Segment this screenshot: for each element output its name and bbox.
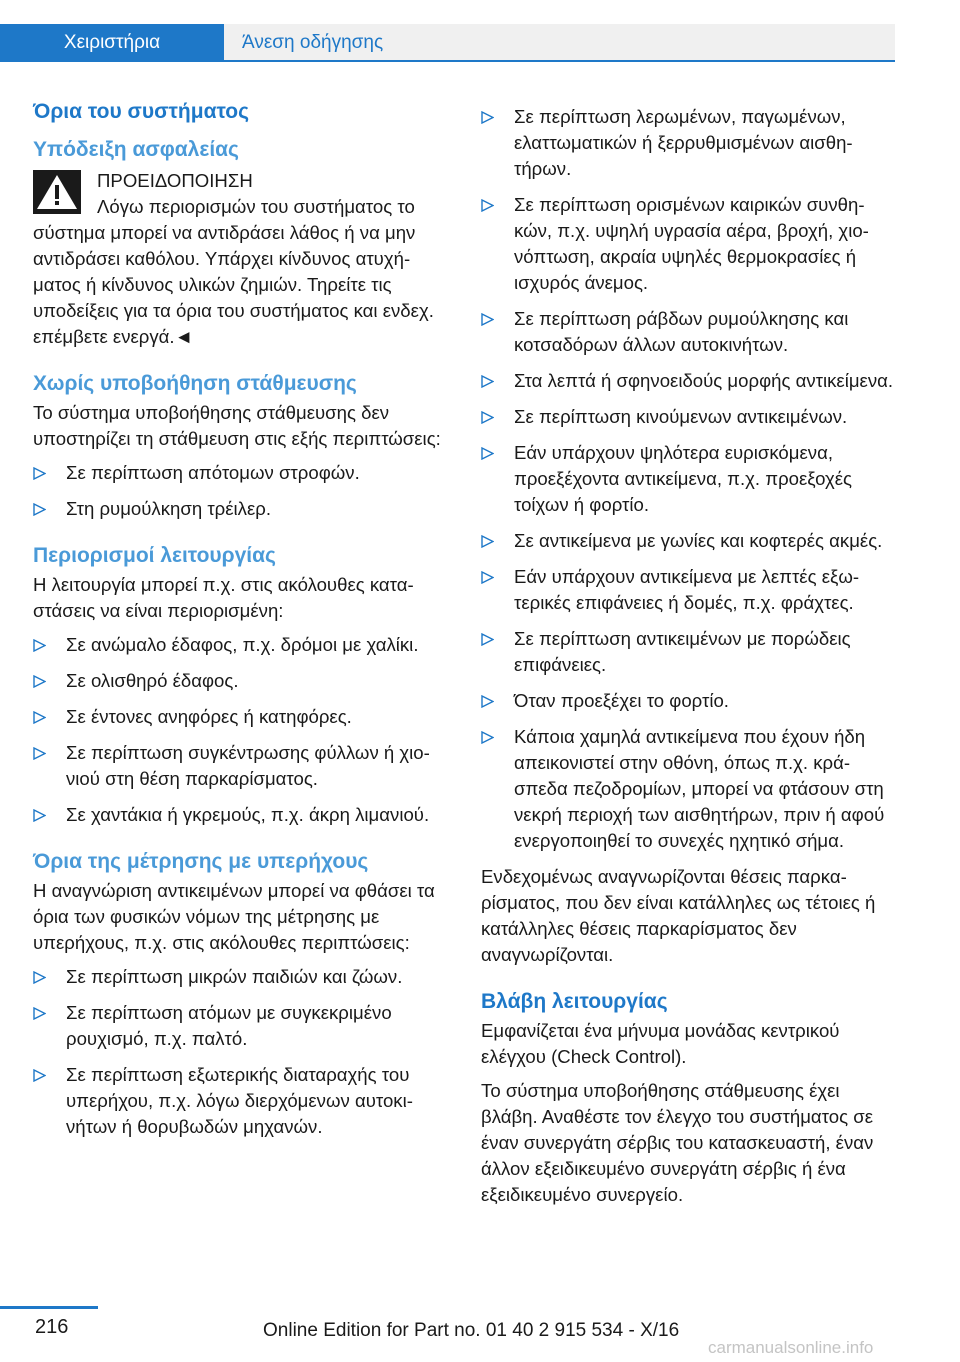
- watermark: carmanualsonline.info: [708, 1338, 874, 1357]
- triangle-bullet-icon: [33, 503, 46, 516]
- list-item: [33, 1062, 448, 1140]
- left-column: [33, 98, 448, 1150]
- triangle-bullet-icon: [33, 711, 46, 724]
- tab-controls[interactable]: Χειριστήρια: [0, 24, 224, 62]
- triangle-bullet-icon: [33, 467, 46, 480]
- fault-heading: Βλάβη λειτουργίας: [481, 990, 668, 1013]
- list-item: [481, 104, 896, 182]
- list-item: [33, 496, 448, 522]
- triangle-bullet-icon: [33, 1007, 46, 1020]
- ultrasound-text: Η αναγνώριση αντικειμένων μπορεί να φθάσει τα όρια των φυσικών νόμων της μέτρησης με υπερήχους, π.χ. στις ακόλουθες περιπτώσεις:: [33, 880, 435, 953]
- warning-triangle-icon: [33, 170, 81, 214]
- triangle-bullet-icon: [481, 695, 494, 708]
- triangle-bullet-icon: [33, 747, 46, 760]
- right-column: [481, 98, 896, 1216]
- limits-text: Η λειτουργία μπορεί π.χ. στις ακόλουθες καταστάσεις να είναι περιορισμένη:: [33, 574, 414, 621]
- header-rule: [0, 60, 895, 62]
- list-item: [481, 440, 896, 518]
- list-item-text: Όταν προεξέχει το φορτίο.: [514, 690, 729, 711]
- warning-text: Λόγω περιορισμών του συστήματος το σύστημα μπορεί να αντιδράσει λάθος ή να μην αντιδράσει καθόλου. Υπάρχει κίνδυνος ατυχήματος ή κίνδυνος υλικών ζημιών. Τηρείτε τις υποδείξεις για τα όρια του συστήματος και ενδεχ. επέμβετε ενεργά.◄: [33, 196, 434, 347]
- list-item: [33, 704, 448, 730]
- list-item: [33, 668, 448, 694]
- list-item-text: Σε περίπτωση μικρών παιδιών και ζώων.: [66, 966, 403, 987]
- no-assist-text: Το σύστημα υποβοήθησης στάθμευσης δεν υποστηρίζει τη στάθμευση στις εξής περιπτώσεις:: [33, 402, 441, 449]
- list-item: [481, 564, 896, 616]
- list-item-text: Σε ανώμαλο έδαφος, π.χ. δρόμοι με χαλίκι.: [66, 634, 419, 655]
- limits-list: [33, 632, 448, 828]
- footer-rule: [0, 1306, 98, 1309]
- list-item-text: Σε ολισθηρό έδαφος.: [66, 670, 239, 691]
- warning-box: [33, 168, 448, 350]
- tab-driving-comfort[interactable]: Άνεση οδήγησης: [224, 24, 895, 62]
- parking-spaces-text: Ενδεχομένως αναγνωρίζονται θέσεις παρκαρίσματος, που δεν είναι κατάλληλες ως τέτοιες ή κατάλληλες θέσεις παρκαρίσματος δεν αναγνωρίζονται.: [481, 866, 876, 965]
- list-item-text: Σε περίπτωση κινούμενων αντικειμένων.: [514, 406, 848, 427]
- warning-title: ΠΡΟΕΙΔΟΠΟΙΗΣΗ: [97, 170, 253, 191]
- page-header: [0, 0, 960, 62]
- triangle-bullet-icon: [481, 571, 494, 584]
- list-item: [33, 802, 448, 828]
- section-title: Όρια του συστήματος: [33, 100, 250, 123]
- triangle-bullet-icon: [481, 111, 494, 124]
- list-item-text: Σε περίπτωση αντικειμένων με πορώδεις επιφάνειες.: [514, 628, 851, 675]
- fault-text-1: Εμφανίζεται ένα μήνυμα μονάδας κεντρικού ελέγχου (Check Control).: [481, 1020, 840, 1067]
- list-item-text: Σε περίπτωση συγκέντρωσης φύλλων ή χιονιού στη θέση παρκαρίσματος.: [66, 742, 430, 789]
- triangle-bullet-icon: [33, 809, 46, 822]
- list-item: [481, 192, 896, 296]
- list-item-text: Σε έντονες ανηφόρες ή κατηφόρες.: [66, 706, 352, 727]
- limits-heading: Περιορισμοί λειτουργίας: [33, 544, 276, 567]
- triangle-bullet-icon: [33, 639, 46, 652]
- list-item: [481, 626, 896, 678]
- page-number: 216: [35, 1316, 69, 1338]
- triangle-bullet-icon: [481, 375, 494, 388]
- list-item-text: Κάποια χαμηλά αντικείμενα που έχουν ήδη απεικονιστεί στην οθόνη, όπως π.χ. κράσπεδα πεζοδρομίων, μπορεί να φτάσουν στη νεκρή περιοχή των αισθητήρων, πριν ή αφού ενεργοποιηθεί το συνεχές ηχητικό σήμα.: [514, 726, 885, 851]
- triangle-bullet-icon: [33, 675, 46, 688]
- list-item-text: Εάν υπάρχουν ψηλότερα ευρισκόμενα, προεξέχοντα αντικείμενα, π.χ. προεξοχές τοίχων ή φορτίο.: [514, 442, 852, 515]
- edition-text: Online Edition for Part no. 01 40 2 915 534 - X/16: [263, 1320, 680, 1341]
- no-assist-heading: Χωρίς υποβοήθηση στάθμευσης: [33, 372, 357, 395]
- list-item: [481, 368, 896, 394]
- fault-text-2: Το σύστημα υποβοήθησης στάθμευσης έχει βλάβη. Αναθέστε τον έλεγχο του συστήματος σε έναν συνεργάτη σέρβις του κατασκευαστή, έναν άλλον εξειδικευμένο συνεργάτη σέρβις ή ένα εξειδικευμένο συνεργείο.: [481, 1080, 874, 1205]
- list-item: [481, 306, 896, 358]
- safety-heading: Υπόδειξη ασφαλείας: [33, 138, 239, 161]
- triangle-bullet-icon: [481, 447, 494, 460]
- list-item-text: Εάν υπάρχουν αντικείμενα με λεπτές εξωτερικές επιφάνειες ή δομές, π.χ. φράχτες.: [514, 566, 860, 613]
- ultrasound-heading: Όρια της μέτρησης με υπερήχους: [33, 850, 369, 873]
- triangle-bullet-icon: [481, 313, 494, 326]
- list-item-text: Σε περίπτωση ορισμένων καιρικών συνθηκών, π.χ. υψηλή υγρασία αέρα, βροχή, χιονόπτωση, ακραία υψηλές θερμοκρασίες ή ισχυρός άνεμος.: [514, 194, 869, 293]
- triangle-bullet-icon: [481, 633, 494, 646]
- list-item: [33, 1000, 448, 1052]
- triangle-bullet-icon: [481, 535, 494, 548]
- list-item-text: Σε χαντάκια ή γκρεμούς, π.χ. άκρη λιμανιού.: [66, 804, 430, 825]
- list-item: [33, 632, 448, 658]
- list-item-text: Στα λεπτά ή σφηνοειδούς μορφής αντικείμενα.: [514, 370, 894, 391]
- triangle-bullet-icon: [33, 971, 46, 984]
- list-item-text: Σε περίπτωση ατόμων με συγκεκριμένο ρουχισμό, π.χ. παλτό.: [66, 1002, 392, 1049]
- list-item-text: Σε περίπτωση λερωμένων, παγωμένων, ελαττωματικών ή ξερρυθμισμένων αισθητήρων.: [514, 106, 853, 179]
- list-item-text: Σε περίπτωση ράβδων ρυμούλκησης και κοτσαδόρων άλλων αυτοκινήτων.: [514, 308, 849, 355]
- triangle-bullet-icon: [481, 199, 494, 212]
- list-item: [33, 740, 448, 792]
- list-item-text: Σε περίπτωση εξωτερικής διαταραχής του υπερήχου, π.χ. λόγω διερχόμενων αυτοκινήτων ή θορυβωδών μηχανών.: [66, 1064, 413, 1137]
- triangle-bullet-icon: [481, 411, 494, 424]
- list-item: [33, 964, 448, 990]
- no-assist-list: [33, 460, 448, 522]
- list-item-text: Στη ρυμούλκηση τρέιλερ.: [66, 498, 272, 519]
- list-item: [33, 460, 448, 486]
- list-item: [481, 724, 896, 854]
- limits-list-continued: [481, 104, 896, 854]
- triangle-bullet-icon: [481, 731, 494, 744]
- list-item-text: Σε αντικείμενα με γωνίες και κοφτερές ακμές.: [514, 530, 883, 551]
- list-item-text: Σε περίπτωση απότομων στροφών.: [66, 462, 360, 483]
- list-item: [481, 528, 896, 554]
- triangle-bullet-icon: [33, 1069, 46, 1082]
- list-item: [481, 688, 896, 714]
- ultrasound-list: [33, 964, 448, 1140]
- list-item: [481, 404, 896, 430]
